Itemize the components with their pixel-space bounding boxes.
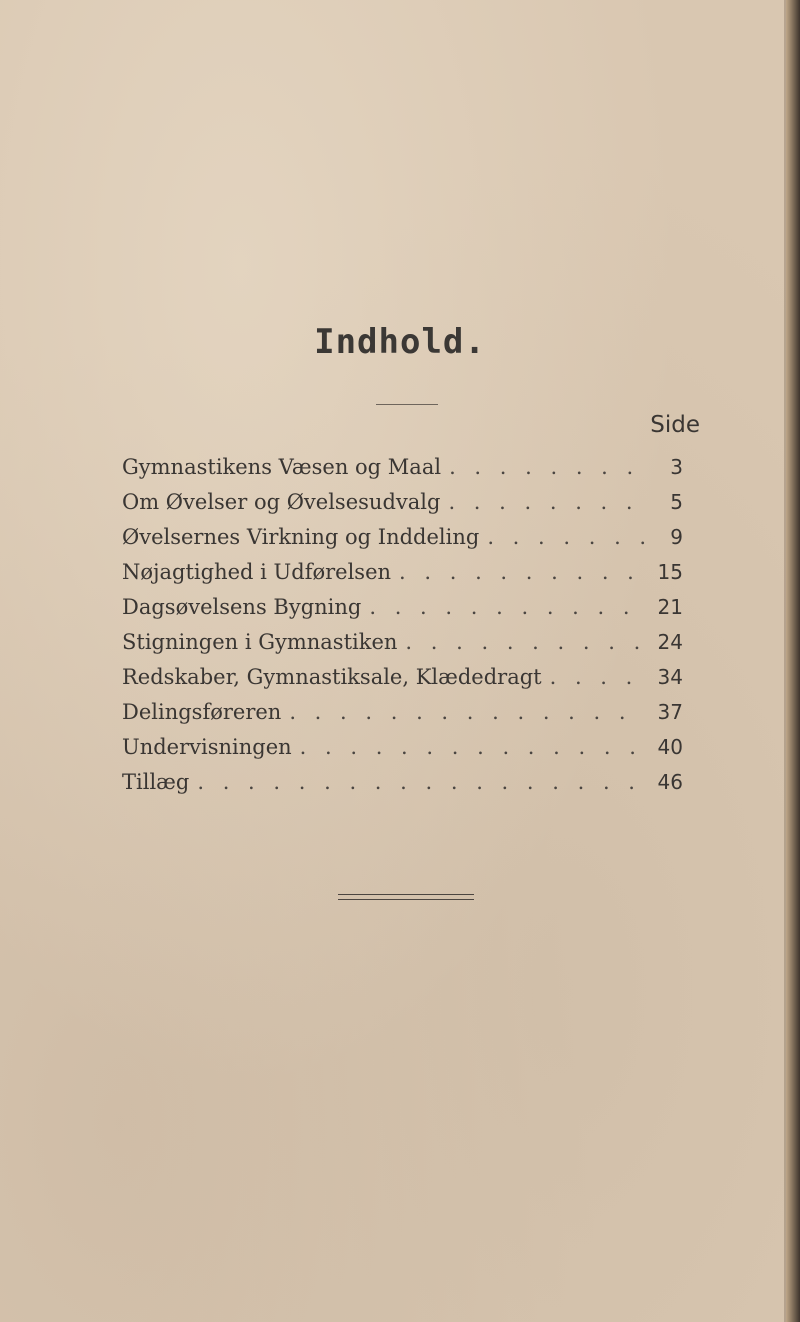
toc-entry: [122, 555, 683, 590]
toc-entry: [122, 520, 683, 555]
toc-entry: [122, 695, 683, 730]
toc-entry: [122, 730, 683, 765]
dot-leader: [300, 730, 645, 765]
toc-entry-title: Om Øvelser og Øvelsesudvalg: [122, 490, 441, 514]
closing-double-rule-top: [338, 894, 474, 895]
dot-leader: [369, 590, 645, 625]
dot-leader: [449, 450, 645, 485]
dot-leader: [405, 625, 645, 660]
dot-leader: [197, 765, 645, 800]
page-column-header: Side: [650, 412, 700, 438]
dot-leader: [550, 660, 645, 695]
toc-entry-title: Tillæg: [122, 770, 190, 794]
toc-entry-title: Delingsføreren: [122, 700, 282, 724]
toc-entry: [122, 590, 683, 625]
toc-entry-title: Redskaber, Gymnastiksale, Klædedragt: [122, 665, 542, 689]
toc-entry: [122, 625, 683, 660]
book-page-edge: [786, 0, 800, 1322]
toc-entry-page: 34: [657, 665, 683, 689]
spine-shadow: [784, 0, 786, 1322]
toc-entry-title: Stigningen i Gymnastiken: [122, 630, 398, 654]
toc-entry-page: 9: [670, 525, 683, 549]
toc-entry-page: 37: [657, 700, 683, 724]
toc-entry-page: 40: [657, 735, 683, 759]
dot-leader: [448, 485, 645, 520]
table-of-contents: [122, 450, 683, 800]
toc-entry-page: 24: [657, 630, 683, 654]
toc-entry-page: 46: [657, 770, 683, 794]
toc-entry-title: Øvelsernes Virkning og Inddeling: [122, 525, 480, 549]
toc-entry-page: 15: [657, 560, 683, 584]
toc-entry-title: Gymnastikens Væsen og Maal: [122, 455, 442, 479]
dot-leader: [399, 555, 645, 590]
toc-entry-title: Dagsøvelsens Bygning: [122, 595, 362, 619]
dot-leader: [289, 695, 645, 730]
toc-entry-page: 5: [670, 490, 683, 514]
page-title: Indhold.: [314, 322, 486, 362]
toc-entry: [122, 660, 683, 695]
toc-entry: [122, 450, 683, 485]
toc-entry: [122, 765, 683, 800]
title-divider: [376, 404, 438, 405]
toc-entry-page: 21: [657, 595, 683, 619]
toc-entry-page: 3: [670, 455, 683, 479]
toc-entry: [122, 485, 683, 520]
dot-leader: [487, 520, 645, 555]
closing-double-rule-bottom: [338, 899, 474, 900]
toc-entry-title: Nøjagtighed i Udførelsen: [122, 560, 392, 584]
toc-entry-title: Undervisningen: [122, 735, 292, 759]
